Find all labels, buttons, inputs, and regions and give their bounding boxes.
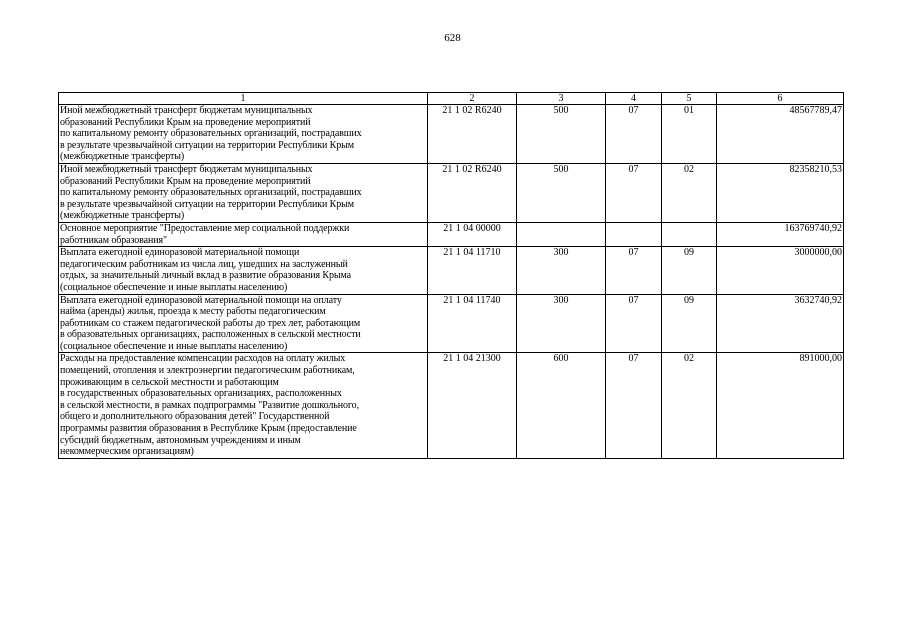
table-row	[59, 222, 844, 246]
row-col5: 02	[662, 353, 717, 458]
header-col-2: 2	[428, 93, 517, 105]
row-amount: 3632740,92	[717, 294, 844, 353]
row-col4: 07	[606, 163, 662, 222]
row-code: 21 1 04 11710	[428, 247, 517, 294]
row-col3: 500	[517, 163, 606, 222]
row-col5: 02	[662, 163, 717, 222]
row-col5: 09	[662, 294, 717, 353]
row-description: Расходы на предоставление компенсации расходов на оплату жилых помещений, отопления и электроэнергии педагогическим работникам, проживающим в сельской местности и работающим в государственных образовательных организациях, расположенных в сельской местности, в рамках подпрограммы "Развитие дошкольного, общего и дополнительного образования детей" Государственной программы развития образования в Республике Крым (предоставление субсидий бюджетным, автономным учреждениям и иным некоммерческим организациям)	[59, 353, 428, 458]
row-description: Основное мероприятие "Предоставление мер социальной поддержки работникам образования"	[59, 222, 428, 246]
table-row	[59, 353, 844, 458]
row-col3: 600	[517, 353, 606, 458]
row-col5: 01	[662, 105, 717, 164]
row-col4: 07	[606, 353, 662, 458]
row-code: 21 1 04 00000	[428, 222, 517, 246]
row-col3: 300	[517, 294, 606, 353]
row-col4: 07	[606, 247, 662, 294]
row-amount: 48567789,47	[717, 105, 844, 164]
row-description: Иной межбюджетный трансферт бюджетам муниципальных образований Республики Крым на проведение мероприятий по капитальному ремонту образовательных организаций, пострадавших в результате чрезвычайной ситуации на территории Республики Крым (межбюджетные трансферты)	[59, 105, 428, 164]
header-col-4: 4	[606, 93, 662, 105]
table-row	[59, 247, 844, 294]
row-code: 21 1 04 11740	[428, 294, 517, 353]
row-amount: 3000000,00	[717, 247, 844, 294]
page-number: 628	[444, 32, 461, 44]
row-description: Выплата ежегодной единоразовой материальной помощи педагогическим работникам из числа лиц, ушедших на заслуженный отдых, за значительный личный вклад в развитие образования Крыма (социальное обеспечение и иные выплаты населению)	[59, 247, 428, 294]
header-row	[59, 93, 844, 105]
row-code: 21 1 04 21300	[428, 353, 517, 458]
row-description: Иной межбюджетный трансферт бюджетам муниципальных образований Республики Крым на проведение мероприятий по капитальному ремонту образовательных организаций, пострадавших в результате чрезвычайной ситуации на территории Республики Крым (межбюджетные трансферты)	[59, 163, 428, 222]
row-description: Выплата ежегодной единоразовой материальной помощи на оплату найма (аренды) жилья, проезда к месту работы педагогическим работникам со стажем педагогической работы до трех лет, работающим в образовательных организациях, расположенных в сельской местности (социальное обеспечение и иные выплаты населению)	[59, 294, 428, 353]
header-col-1: 1	[59, 93, 428, 105]
row-code: 21 1 02 R6240	[428, 163, 517, 222]
row-col3: 300	[517, 247, 606, 294]
header-col-3: 3	[517, 93, 606, 105]
row-col4: 07	[606, 294, 662, 353]
table-row	[59, 105, 844, 164]
row-amount: 82358210,53	[717, 163, 844, 222]
row-col4: 07	[606, 105, 662, 164]
row-col3: 500	[517, 105, 606, 164]
table-row	[59, 294, 844, 353]
row-col4	[606, 222, 662, 246]
row-amount: 891000,00	[717, 353, 844, 458]
row-code: 21 1 02 R6240	[428, 105, 517, 164]
row-col5	[662, 222, 717, 246]
budget-table	[58, 92, 844, 459]
table-row	[59, 163, 844, 222]
row-col5: 09	[662, 247, 717, 294]
header-col-6: 6	[717, 93, 844, 105]
header-col-5: 5	[662, 93, 717, 105]
row-amount: 163769740,92	[717, 222, 844, 246]
row-col3	[517, 222, 606, 246]
